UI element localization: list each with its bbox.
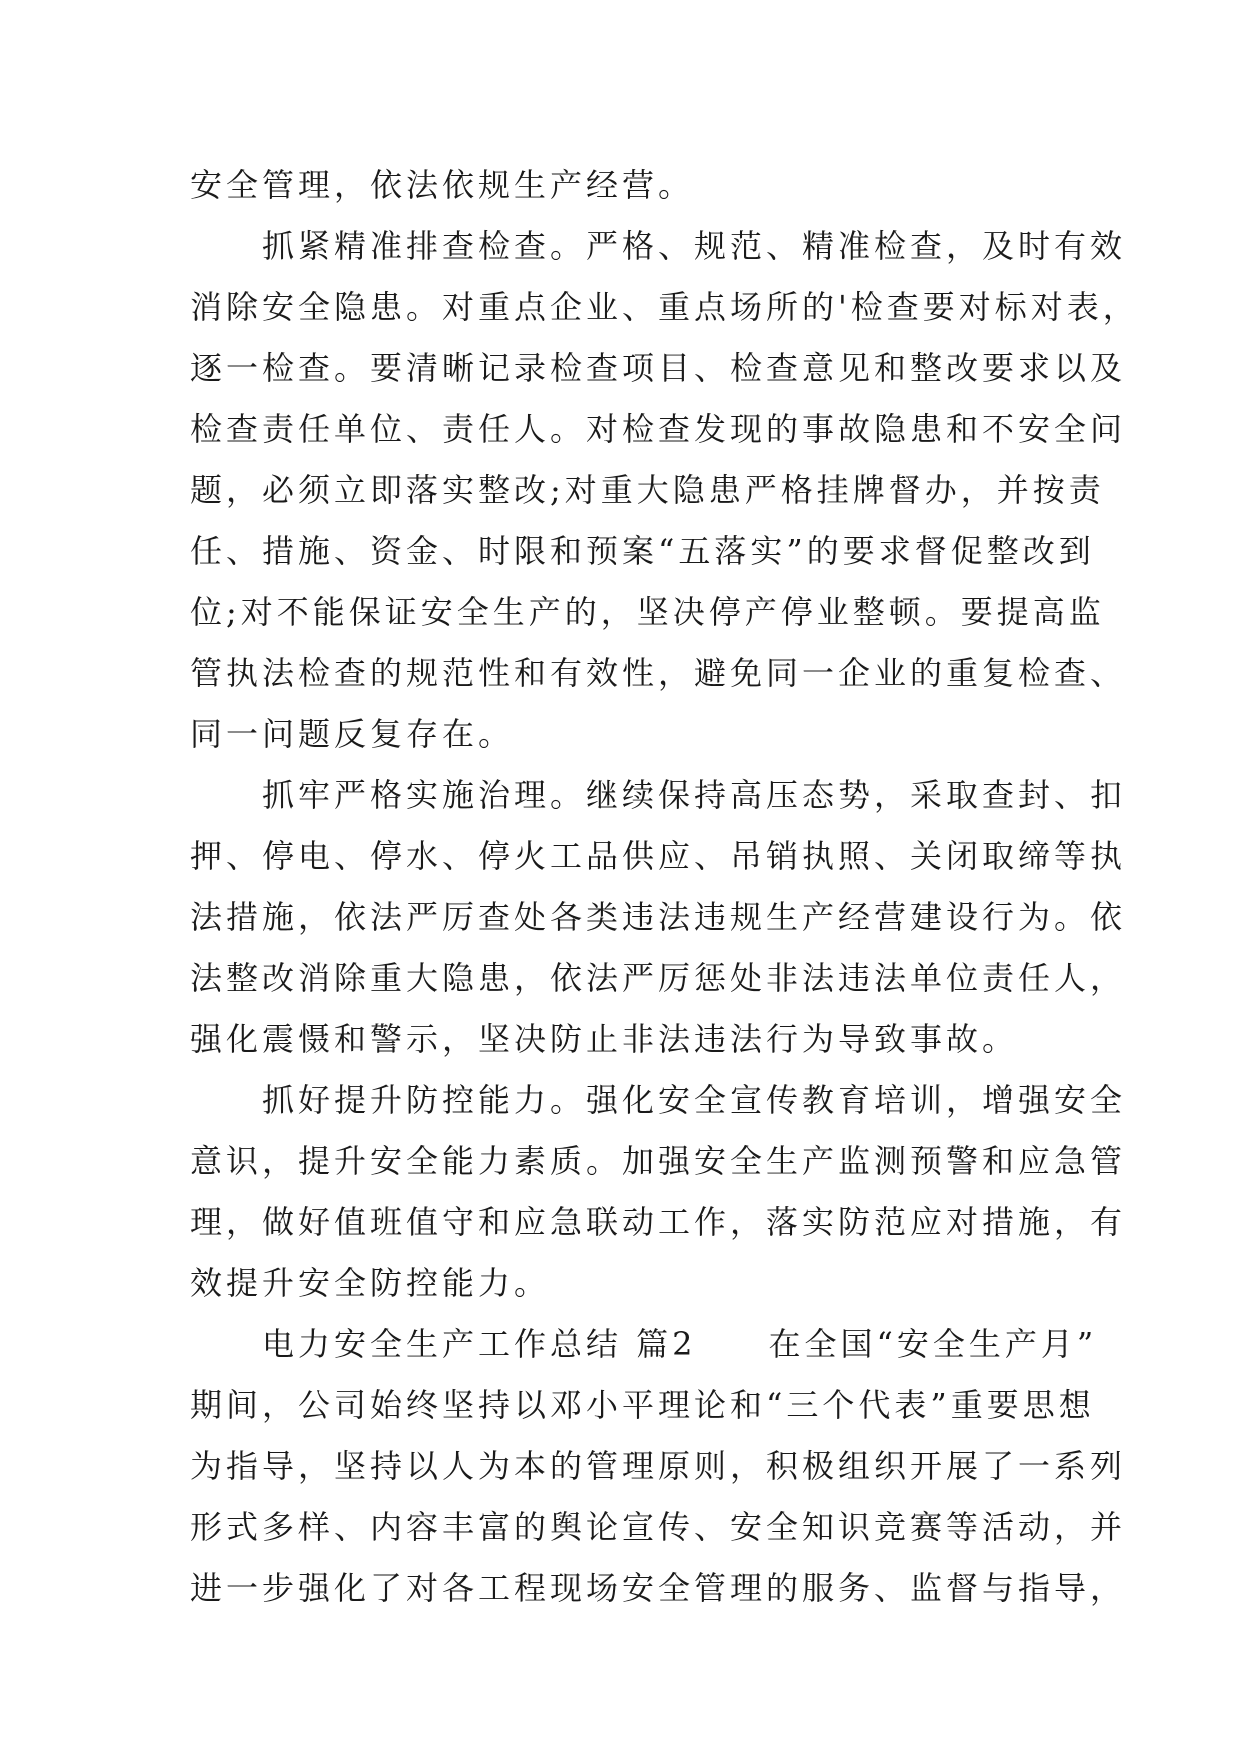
text-line: 抓牢严格实施治理。继续保持高压态势，采取查封、扣 [190, 776, 1127, 814]
text-line: 抓紧精准排查检查。严格、规范、精准检查，及时有效 [190, 227, 1127, 265]
text-line: 期间，公司始终坚持以邓小平理论和“三个代表”重要思想 [190, 1386, 1095, 1424]
text-line: 效提升安全防控能力。 [190, 1264, 551, 1302]
text-line: 同一问题反复存在。 [190, 715, 515, 753]
text-line: 题，必须立即落实整改;对重大隐患严格挂牌督办，并按责 [190, 471, 1105, 509]
text-line: 形式多样、内容丰富的舆论宣传、安全知识竞赛等活动，并 [190, 1508, 1127, 1546]
text-line: 管执法检查的规范性和有效性，避免同一企业的重复检查、 [190, 654, 1127, 692]
text-line: 强化震慑和警示，坚决防止非法违法行为导致事故。 [190, 1020, 1019, 1058]
text-line: 意识，提升安全能力素质。加强安全生产监测预警和应急管 [190, 1142, 1127, 1180]
text-line: 理，做好值班值守和应急联动工作，落实防范应对措施，有 [190, 1203, 1127, 1241]
text-line: 为指导，坚持以人为本的管理原则，积极组织开展了一系列 [190, 1447, 1127, 1485]
text-line: 法措施，依法严厉查处各类违法违规生产经营建设行为。依 [190, 898, 1127, 936]
text-line: 进一步强化了对各工程现场安全管理的服务、监督与指导， [190, 1569, 1127, 1607]
document-body [190, 155, 1139, 1619]
text-line: 电力安全生产工作总结 篇2 在全国“安全生产月” [190, 1325, 1098, 1363]
text-line: 位;对不能保证安全生产的，坚决停产停业整顿。要提高监 [190, 593, 1105, 631]
text-line: 逐一检查。要清晰记录检查项目、检查意见和整改要求以及 [190, 349, 1127, 387]
text-line: 安全管理，依法依规生产经营。 [190, 166, 695, 204]
text-line: 押、停电、停水、停火工品供应、吊销执照、关闭取缔等执 [190, 837, 1127, 875]
text-line: 检查责任单位、责任人。对检查发现的事故隐患和不安全问 [190, 410, 1127, 448]
text-line: 任、措施、资金、时限和预案“五落实”的要求督促整改到 [190, 532, 1095, 570]
text-line: 抓好提升防控能力。强化安全宣传教育培训，增强安全 [190, 1081, 1127, 1119]
text-line: 法整改消除重大隐患，依法严厉惩处非法违法单位责任人， [190, 959, 1127, 997]
text-line: 消除安全隐患。对重点企业、重点场所的'检查要对标对表， [190, 288, 1139, 326]
